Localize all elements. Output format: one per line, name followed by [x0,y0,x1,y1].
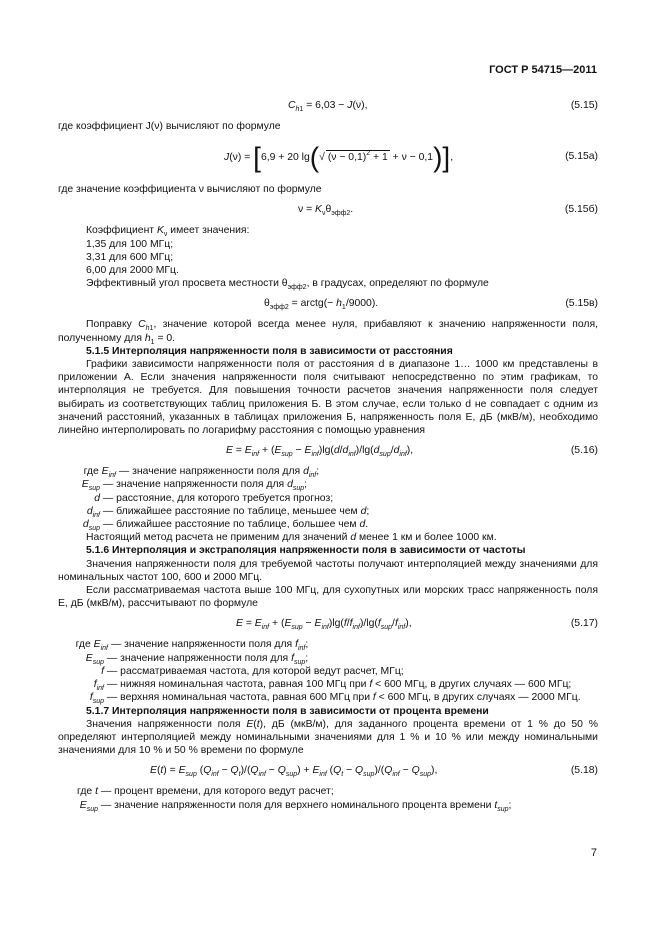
definition-item: $f_{sup}$ — верхняя номинальная частота, равная 600 МГц при f < 600 МГц, в других случаях — 2000 МГц. [89,692,581,706]
paragraph: Значения напряженности поля E(t), дБ (мкВ/м), для заданного процента времени от 1 % до 50 % определяют интерполяцией между номинальными значениями для 1 % и 10 % или между номинальными значениями для 10 % и 50 % времени по формуле [58,718,598,757]
equation-formula: $C_{h1} = 6,03 - J(\nu)$, [288,100,368,113]
equation-5-15v [58,295,598,313]
document-body [58,92,598,812]
paragraph: где значение коэффициента ν вычисляют по формуле [58,184,322,196]
kv-intro: Коэффициент $K_\nu$ имеет значения: [86,225,250,239]
paragraph: где коэффициент J(ν) вычисляют по формуле [58,121,281,132]
definitions-5-18 [58,785,598,811]
equation-number: (5.15а) [565,151,598,163]
equation-number: (5.15б) [564,204,598,216]
equation-5-17 [58,615,598,633]
equation-formula: $E(t) = E_{sup}$ $(Q_{inf} - Q_t)/(Q_{inf} - Q_{sup}) + E_{inf}$ $(Q_t - Q_{sup})/(Q_{inf} - Q_{sup})$, [150,765,438,779]
kv-value: 1,35 для 100 МГц; [86,238,174,250]
page-number: 7 [590,847,597,859]
definition-item: где $E_{inf}$ — значение напряженности поля для $d_{inf}$; [83,466,320,480]
document-header: ГОСТ Р 54715—2011 [489,64,597,76]
equation-5-15 [58,97,598,115]
definition-item: $f_{inf}$ — нижняя номинальная частота, равная 100 МГц при f < 600 МГц, в других случаях — 600 МГц; [93,679,572,693]
definition-item: f — рассматриваемая частота, для которой ведут расчет, МГц; [101,665,404,677]
equation-formula: $E = E_{inf} + (E_{sup} - E_{inf})\lg(d/d_{inf})/\lg(d_{sup}/d_{inf})$, [226,445,414,459]
paragraph: Графики зависимости напряженности поля от расстояния d в диапазоне 1… 1000 км представлены в приложении А. Если значения напряженности поля считывают непосредственно по этим графикам, то интерполяция не требуется. Для повышения точности расчетов значения напряженности поля следует выбирать из соответствующих таблиц приложения Б. В этом случае, если только d не совпадает с одним из значений расстояний, указанных в таблицах приложения Б, напряженность поля E, дБ (мкВ/м), необходимо линейно интерполировать по логарифму расстояния с помощью уравнения [58,359,598,437]
definition-item: $d_{sup}$ — ближайшее расстояние по таблице, большее чем d. [82,519,369,533]
paragraph: Эффективный угол просвета местности $\theta_{эфф2}$, в градусах, определяют по формуле [86,278,489,292]
definition-item: где $E_{inf}$ — значение напряженности поля для $f_{inf}$; [75,639,309,653]
equation-formula: $\theta_{эфф2}$ = arctg(− $h_1/9000$). [264,298,379,312]
definition-item: где t — процент времени, для которого ведут расчет; [77,786,334,798]
paragraph: Поправку $C_{h1}$, значение которой всегда менее нуля, прибавляют к значению напряженности поля, полученному для $h_1 = 0$. [58,319,598,346]
definition-item: $d_{inf}$ — ближайшее расстояние по таблице, меньшее чем d; [86,505,370,519]
section-heading: 5.1.7 Интерполяция напряженности поля в зависимости от процента времени [86,705,489,717]
paragraph: Значения напряженности поля для требуемой частоты получают интерполяцией между значениями для номинальных частот 100, 600 и 2000 МГц. [58,558,598,583]
definition-item: d — расстояние, для которого требуется прогноз; [94,492,334,504]
section-heading: 5.1.6 Интерполяция и экстраполяция напряженности поля в зависимости от частоты [86,545,526,557]
equation-number: (5.15в) [565,298,598,310]
definitions-5-17 [58,638,598,704]
equation-formula: $E = E_{inf} + (E_{sup} - E_{inf})\lg(f/f_{inf})/\lg(f_{sup}/f_{inf})$, [236,618,412,632]
equation-number: (5.18) [570,765,598,777]
kv-value: 6,00 для 2000 МГц. [86,265,179,277]
equation-number: (5.17) [570,618,598,630]
definition-item: $E_{sup}$ — значение напряженности поля для верхнего номинального процента времени $t_{sup}$; [79,799,512,813]
paragraph: Настоящий метод расчета не применим для значений d менее 1 км и более 1000 км. [86,532,497,544]
equation-5-18 [58,762,598,780]
equation-5-15b [58,201,598,219]
definition-item: $E_{sup}$ — значение напряженности поля для $f_{sup}$; [85,652,309,666]
equation-number: (5.15) [570,100,598,111]
equation-5-15a [58,138,598,178]
equation-formula: J(ν) = [6,9 + 20 lg(√ $(\nu - 0,1)^2 + 1 + \nu - 0,1$)], [224,141,454,173]
equation-formula: $\nu = K_\nu\theta_{эфф2}$. [298,204,354,218]
equation-5-16 [58,442,598,460]
equation-number: (5.16) [570,445,598,457]
section-heading: 5.1.5 Интерполяция напряженности поля в зависимости от расстояния [86,345,453,357]
paragraph: Если рассматриваемая частота выше 100 МГц, для сухопутных или морских трасс напряженность поля E, дБ (мкВ/м), рассчитывают по формуле [58,585,598,610]
definition-item: $E_{sup}$ — значение напряженности поля для $d_{sup}$; [81,479,308,493]
definitions-5-16 [58,465,598,531]
kv-value: 3,31 для 600 МГц; [86,251,174,263]
